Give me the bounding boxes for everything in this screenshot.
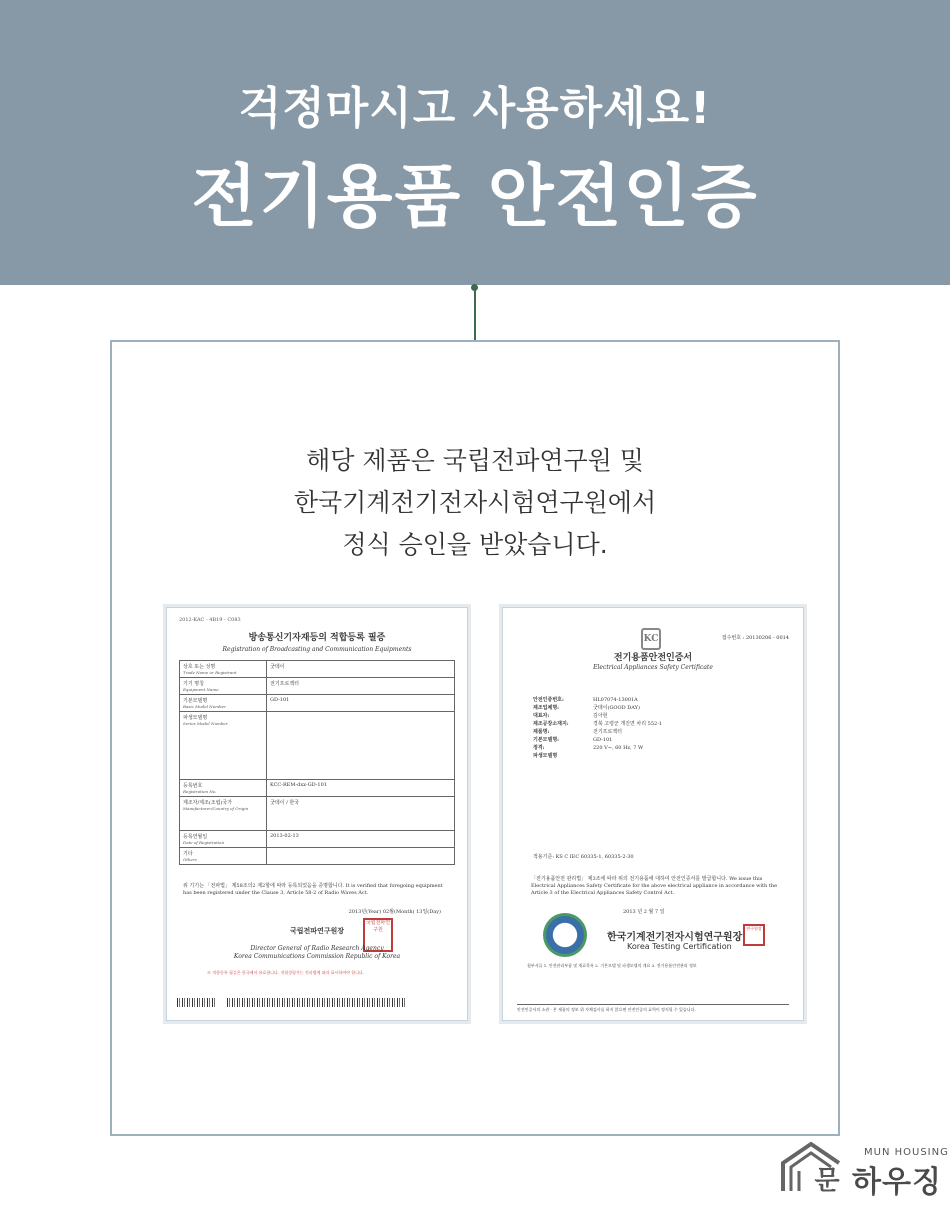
doc2-subtitle: Electrical Appliances Safety Certificate — [593, 664, 713, 671]
field-value: 김아현 — [593, 713, 608, 719]
table-row — [180, 831, 455, 848]
row-key-en: Equipment Name — [183, 687, 219, 692]
connector-line — [474, 287, 476, 340]
doc2-standard: 적용기준: KS C IEC 60335-1, 60335-2-30 — [533, 854, 634, 860]
doc1-cert-text: 위 기기는 「전파법」 제58조의2 제2항에 따라 등록되었음을 증명합니다. It is verified that foregoing equipment has been registered under the Clause 3, Article 58-2 of Radio Waves Act. — [183, 883, 443, 896]
row-value: 전기프로젝터 — [267, 678, 455, 695]
row-value: KCC-REM-dxx-GD-101 — [267, 780, 455, 797]
field-key: 제조업체명: — [533, 705, 559, 711]
doc2-fields — [533, 696, 783, 760]
field-row — [533, 736, 783, 744]
row-key-en: Date of Registration — [183, 840, 225, 845]
field-value: 전기프로젝터 — [593, 729, 622, 735]
row-key: 기타 — [183, 851, 193, 857]
table-row — [180, 678, 455, 695]
doc1-table — [179, 660, 455, 865]
doc2-seal: 연구원장 — [743, 924, 765, 946]
field-value: 220 V~, 60 Hz, 7 W — [593, 745, 644, 751]
row-value — [267, 712, 455, 780]
field-key: 제품명: — [533, 729, 550, 735]
field-value: GD-101 — [593, 737, 613, 743]
table-row — [180, 661, 455, 678]
table-row — [180, 712, 455, 780]
field-row — [533, 720, 783, 728]
ktc-logo-icon — [543, 913, 587, 957]
field-key: 기본모델명: — [533, 737, 559, 743]
row-key: 파생모델명 — [183, 715, 208, 721]
doc1-barcode-icon — [177, 998, 217, 1007]
message-line-3: 정식 승인을 받았습니다. — [342, 530, 608, 559]
doc1-seal: 국립전파연구원 — [363, 918, 393, 952]
doc2-remarks: 첨부서류 1. 안전관리부품 및 재료목록 2. 기본모델 및 파생모델의 개요 3. 전기용품안전관리 정보 — [527, 963, 697, 968]
field-row — [533, 704, 783, 712]
table-row — [180, 695, 455, 712]
header-banner — [0, 0, 950, 285]
row-value: 굿데이 / 한국 — [267, 797, 455, 831]
doc1-title: 방송통신기자재등의 적합등록 필증 — [248, 633, 386, 643]
field-key: 안전인증번호: — [533, 697, 564, 703]
row-value: 굿데이 — [267, 661, 455, 678]
doc1-subtitle: Registration of Broadcasting and Communication Equipments — [222, 646, 412, 653]
row-key-en: Series Model Number — [183, 721, 228, 726]
field-row — [533, 752, 783, 760]
row-key: 상호 또는 성명 — [183, 664, 216, 670]
doc2-serial: 접수번호 : 20130206 - 0014 — [721, 635, 789, 641]
brand-name-en: MUN HOUSING — [864, 1147, 949, 1158]
doc1-agency-line-1: Director General of Radio Research Agency — [250, 945, 384, 952]
row-key: 기기 명칭 — [183, 681, 204, 687]
row-key-en: Manufacturer/Country of Origin — [183, 806, 249, 811]
field-value: 굿데이(GOOD DAY) — [593, 705, 640, 711]
table-row — [180, 848, 455, 865]
doc2-footer: 안전인증서의 소관 · 본 제품의 정보 위 자체검사를 하지 않으면 안전인증의 효력이 정지될 수 있습니다. — [517, 1004, 789, 1013]
table-row — [180, 780, 455, 797]
certification-message — [110, 440, 840, 566]
field-row — [533, 696, 783, 704]
row-key-en: Others — [183, 857, 197, 862]
row-key-en: Registration No. — [183, 789, 217, 794]
row-key: 제조자/제조(조립)국가 — [183, 800, 233, 806]
table-row — [180, 797, 455, 831]
field-row — [533, 744, 783, 752]
field-value: HL07074-13001A — [593, 697, 638, 703]
doc1-note: ※ 적합등록 필증은 한국에서 유효합니다. 적합성평가는 전파법에 따라 표시하여야 합니다. — [207, 970, 365, 975]
brand-name-ko: 하우징 — [852, 1165, 942, 1200]
doc1-agency-line-2: Korea Communications Commission Republic of Korea — [233, 953, 401, 960]
doc1-date: 2013년(Year) 02월(Month) 13일(Day) — [348, 909, 441, 915]
row-key-en: Basic Model Number — [183, 704, 226, 709]
doc2-date: 2013 년 2 월 7 일 — [623, 909, 665, 915]
safety-certificate-image — [502, 607, 804, 1021]
house-logo-icon — [779, 1141, 851, 1193]
field-key: 정격: — [533, 745, 545, 751]
doc2-cert-text: 「전기용품안전 관리법」 제3조에 따라 위의 전기용품에 대하여 안전인증서를 발급합니다. We issue this Electrical Appliances Safety Certificate for the above electrical appliance in accordance with the Article 3 of the Electrical Appliances Safety Control Act. — [531, 876, 778, 896]
doc1-barcode-icon — [227, 998, 407, 1007]
row-key: 등록연월일 — [183, 834, 208, 840]
doc1-agency — [167, 945, 467, 961]
row-value: 2013-02-13 — [267, 831, 455, 848]
row-value — [267, 848, 455, 865]
doc1-code: 2012-KAC - 4B19 - C083 — [179, 617, 241, 623]
doc2-org-en: Korea Testing Certification — [627, 942, 732, 951]
row-key: 등록번호 — [183, 783, 203, 789]
field-key: 대표자: — [533, 713, 550, 719]
doc1-issuer: 국립전파연구원장 — [289, 926, 345, 935]
row-value: GD-101 — [267, 695, 455, 712]
field-value: 경북 고령군 개진면 차리 552-1 — [593, 721, 663, 727]
doc2-title: 전기용품안전인증서 — [613, 653, 693, 663]
brand-mark-char: 문 — [814, 1166, 840, 1193]
field-key: 제조공장소재지: — [533, 721, 569, 727]
field-row — [533, 728, 783, 736]
registration-certificate-image — [166, 607, 468, 1021]
header-title: 전기용품 안전인증 — [191, 158, 759, 237]
kc-mark-icon: KC — [641, 628, 661, 650]
row-key-en: Trade Name or Registrant — [183, 670, 237, 675]
field-key: 파생모델명 — [533, 753, 558, 759]
message-line-2: 한국기계전기전자시험연구원에서 — [293, 488, 657, 517]
doc2-org: 한국기계전기전자시험연구원장 — [607, 932, 743, 943]
message-line-1: 해당 제품은 국립전파연구원 및 — [306, 446, 644, 475]
header-subtitle: 걱정마시고 사용하세요! — [238, 83, 712, 134]
field-row — [533, 712, 783, 720]
row-key: 기본모델명 — [183, 698, 208, 704]
